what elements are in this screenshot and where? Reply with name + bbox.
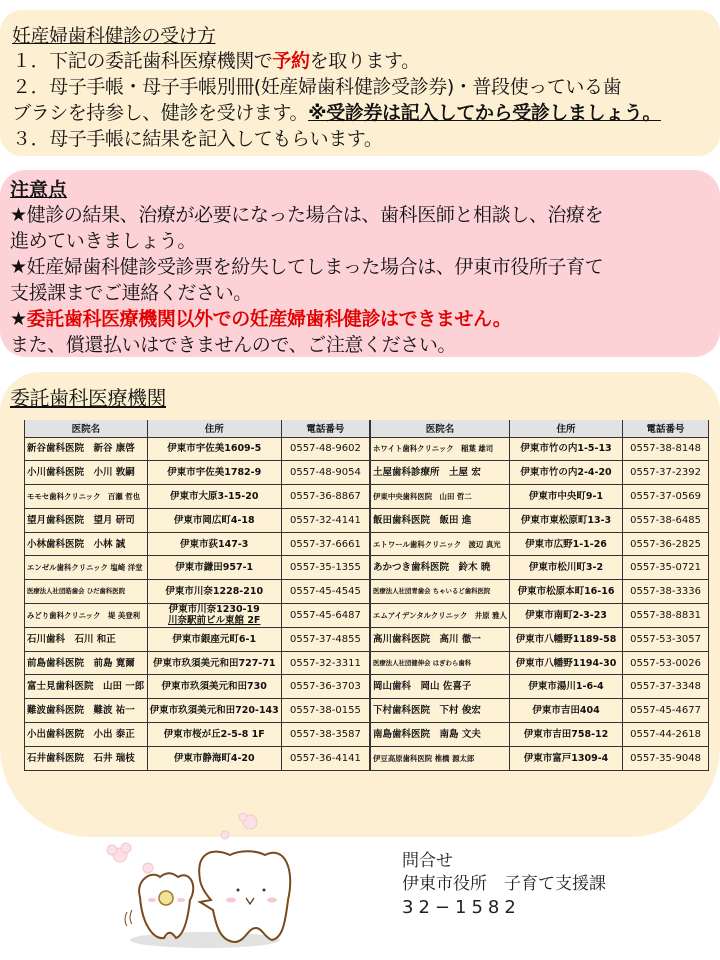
- clinic-tel: 0557-35-0721: [630, 562, 701, 574]
- table-row: [25, 651, 709, 675]
- clinic-name-cell: [25, 651, 148, 675]
- step-1: [12, 48, 720, 74]
- clinic-addr-cell: [147, 461, 281, 485]
- cautions-section: [0, 170, 720, 357]
- clinic-addr-cell: [509, 627, 622, 651]
- clinic-addr: 伊東市鎌田957-1: [175, 562, 254, 574]
- clinic-name: 前島歯科医院 前島 寛爾: [27, 657, 135, 669]
- clinic-name: ホワイト歯科クリニック 稲葉 雄司: [373, 444, 494, 454]
- clinic-addr-cell: [147, 485, 281, 509]
- clinic-tel: 0557-37-0569: [630, 490, 701, 502]
- clinic-addr-cell: [147, 604, 281, 628]
- clinic-addr: 伊東市八幡野1189-58: [515, 633, 617, 645]
- clinic-name: エトワール歯科クリニック 渡辺 真光: [373, 539, 501, 549]
- clinic-addr-cell: [509, 699, 622, 723]
- clinic-addr: 伊東市静海町4-20: [173, 752, 255, 764]
- table-row: [25, 461, 709, 485]
- clinic-tel-cell: [623, 604, 709, 628]
- clinic-addr-cell: [147, 675, 281, 699]
- table-row: [25, 746, 709, 770]
- clinic-addr-cell: [147, 651, 281, 675]
- clinic-addr: 伊東市荻147-3: [180, 538, 249, 550]
- clinic-name: 医療法人社団健伸会 はぎわら歯科: [373, 658, 472, 667]
- clinic-addr: 伊東市大原3-15-20: [170, 490, 259, 502]
- clinic-name-cell: [370, 699, 509, 723]
- clinic-addr-cell: [509, 556, 622, 580]
- teeth-illustration: [80, 800, 340, 950]
- clinic-name-cell: [370, 723, 509, 747]
- step-2-line-2: [12, 100, 720, 126]
- clinic-name-cell: [370, 485, 509, 509]
- clinic-tel-cell: [623, 723, 709, 747]
- clinic-tel-cell: [281, 461, 370, 485]
- clinic-tel: 0557-45-4545: [289, 586, 361, 598]
- clinic-addr: 伊東市宇佐美1609-5: [167, 443, 262, 455]
- table-row: [25, 699, 709, 723]
- clinic-name: 小川歯科医院 小川 敦嗣: [27, 467, 135, 479]
- clinic-tel-cell: [623, 746, 709, 770]
- step-2-line-1: ２．母子手帳・母子手帳別冊(妊産婦歯科健診受診券)・普段使っている歯: [12, 76, 622, 98]
- col-header-address: 住所: [147, 420, 281, 437]
- clinic-addr-cell: [509, 485, 622, 509]
- clinic-name: エムアイデンタルクリニック 井原 雅人: [373, 610, 507, 620]
- caution-line-6: また、償還払いはできませんので、ご注意ください。: [10, 334, 457, 356]
- clinic-addr: 伊東市玖須美元和田727-71: [152, 657, 276, 669]
- clinic-tel-cell: [281, 651, 370, 675]
- table-row: [25, 580, 709, 604]
- caution-warning: 委託歯科医療機関以外での妊産婦歯科健診はできません。: [26, 308, 512, 330]
- clinics-title: 委託歯科医療機関: [10, 386, 166, 410]
- clinic-addr: 伊東市中央町9-1: [528, 490, 604, 502]
- clinic-name-cell: [25, 627, 148, 651]
- clinic-name: 小林歯科医院 小林 誠: [27, 538, 126, 550]
- clinic-tel: 0557-37-2392: [630, 467, 701, 479]
- clinic-addr: 伊東市富戸1309-4: [523, 752, 609, 764]
- clinic-tel: 0557-32-4141: [289, 514, 361, 526]
- clinic-addr-cell: [509, 675, 622, 699]
- clinic-tel-cell: [281, 675, 370, 699]
- clinic-tel-cell: [281, 604, 370, 628]
- clinic-addr-cell: [147, 508, 281, 532]
- clinic-tel-cell: [281, 508, 370, 532]
- clinic-addr: 伊東市広野1-1-26: [525, 538, 607, 550]
- clinic-addr-cell: [509, 651, 622, 675]
- clinic-addr-cell: [509, 723, 622, 747]
- clinic-tel: 0557-35-1355: [289, 562, 361, 574]
- clinic-addr-cell: [147, 627, 281, 651]
- clinic-tel: 0557-53-3057: [630, 633, 701, 645]
- clinic-addr: 伊東市銀座元町6-1: [172, 633, 257, 645]
- clinic-tel-cell: [281, 580, 370, 604]
- clinic-tel: 0557-48-9602: [289, 443, 361, 455]
- clinic-name-cell: [370, 508, 509, 532]
- clinic-name-cell: [370, 437, 509, 461]
- clinic-addr: 伊東市川奈1228-210: [165, 586, 264, 598]
- step-1-text-end: を取ります。: [309, 50, 420, 72]
- step-1-highlight: 予約: [272, 50, 310, 72]
- table-row: [25, 627, 709, 651]
- clinic-tel: 0557-37-3348: [630, 681, 701, 693]
- clinic-addr: 伊東市松原本町16-16: [517, 586, 615, 598]
- clinic-name-cell: [370, 675, 509, 699]
- step-2-note: ※受診券は記入してから受診しましょう。: [308, 102, 661, 124]
- clinic-tel-cell: [623, 508, 709, 532]
- table-row: [25, 508, 709, 532]
- clinic-addr: 伊東市玖須美元和田730: [161, 681, 267, 693]
- star-icon: ★: [10, 308, 27, 330]
- clinic-name: エンゼル歯科クリニック 塩崎 洋堂: [27, 563, 143, 573]
- col-header-phone: 電話番号: [281, 420, 370, 437]
- clinic-tel: 0557-36-2825: [630, 538, 701, 550]
- clinic-name-cell: [25, 604, 148, 628]
- contact-label: 問合せ: [402, 851, 453, 871]
- clinic-name-cell: [370, 532, 509, 556]
- clinic-tel-cell: [281, 437, 370, 461]
- clinic-tel-cell: [623, 556, 709, 580]
- clinic-name-cell: [25, 723, 148, 747]
- clinic-tel: 0557-44-2618: [630, 728, 701, 740]
- clinic-tel: 0557-35-9048: [630, 752, 701, 764]
- clinic-tel-cell: [623, 675, 709, 699]
- clinic-addr-cell: [509, 580, 622, 604]
- clinic-tel: 0557-36-8867: [289, 490, 361, 502]
- clinic-name-cell: [25, 580, 148, 604]
- table-row: [25, 532, 709, 556]
- col-header-name: 医院名: [25, 420, 148, 437]
- clinic-tel-cell: [281, 556, 370, 580]
- contact-office: 伊東市役所 子育て支援課: [402, 874, 606, 894]
- clinic-addr-cell: [147, 580, 281, 604]
- clinic-tel-cell: [281, 485, 370, 509]
- clinic-name: 新谷歯科医院 新谷 康啓: [27, 443, 135, 455]
- caution-line-2: 進めていきましょう。: [10, 230, 197, 252]
- clinic-tel: 0557-36-4141: [289, 752, 361, 764]
- clinic-name: 難波歯科医院 難波 祐一: [27, 705, 135, 717]
- clinic-tel-cell: [281, 627, 370, 651]
- clinic-addr-cell: [147, 699, 281, 723]
- clinic-addr-cell: [147, 723, 281, 747]
- clinic-name: 伊東中央歯科医院 山田 哲二: [373, 491, 472, 501]
- clinic-addr-cell: [509, 746, 622, 770]
- clinic-name: 高川歯科医院 高川 徹一: [373, 633, 481, 645]
- table-row: [25, 675, 709, 699]
- clinic-name-cell: [25, 746, 148, 770]
- clinic-tel-cell: [623, 461, 709, 485]
- cautions-title: 注意点: [10, 179, 68, 201]
- clinic-tel-cell: [623, 485, 709, 509]
- clinic-addr: 伊東市川奈1230-19: [168, 604, 260, 616]
- col-header-name: 医院名: [370, 420, 509, 437]
- clinic-addr: 伊東市南町2-3-23: [525, 609, 607, 621]
- clinic-addr: 伊東市吉田758-12: [523, 728, 609, 740]
- step-1-text: １．下記の委託歯科医療機関で: [12, 50, 273, 72]
- clinic-name: 石川歯科 石川 和正: [27, 633, 116, 645]
- clinic-name-cell: [370, 556, 509, 580]
- clinic-name-cell: [370, 627, 509, 651]
- clinic-tel: 0557-38-3587: [289, 728, 361, 740]
- table-header-row: [25, 420, 709, 437]
- clinic-name: 小出歯科医院 小出 泰正: [27, 728, 135, 740]
- clinic-tel: 0557-38-6485: [630, 514, 701, 526]
- clinic-name: 土屋歯科診療所 土屋 宏: [373, 467, 481, 479]
- step-2-text: ブラシを持参し、健診を受けます。: [12, 102, 309, 124]
- clinic-name: 下村歯科医院 下村 俊宏: [373, 705, 481, 717]
- caution-line-1: ★健診の結果、治療が必要になった場合は、歯科医師と相談し、治療を: [10, 204, 604, 226]
- clinic-name: モモセ歯科クリニック 百瀬 哲也: [27, 491, 140, 501]
- clinic-addr-line-2: 川奈駅前ビル東館 2F: [168, 615, 261, 627]
- clinic-tel-cell: [281, 723, 370, 747]
- clinic-addr-cell: [147, 532, 281, 556]
- clinic-tel: 0557-32-3311: [289, 657, 361, 669]
- clinic-tel: 0557-36-3703: [289, 681, 361, 693]
- col-header-phone: 電話番号: [623, 420, 709, 437]
- clinics-table: [24, 420, 709, 771]
- clinic-name: 医療法人社団青歯会 ちゃいるど歯科医院: [373, 587, 491, 596]
- clinic-name: 医療法人社団皓歯会 ひだ歯科医院: [27, 587, 126, 596]
- clinic-name: 富士見歯科医院 山田 一郎: [27, 681, 145, 693]
- step-3: ３．母子手帳に結果を記入してもらいます。: [12, 128, 383, 150]
- clinic-name-cell: [25, 532, 148, 556]
- clinic-addr: 伊東市八幡野1194-30: [515, 657, 617, 669]
- caution-line-3: ★妊産婦歯科健診受診票を紛失してしまった場合は、伊東市役所子育て: [10, 256, 604, 278]
- clinic-name-cell: [370, 461, 509, 485]
- clinic-addr: 伊東市竹の内1-5-13: [520, 443, 612, 455]
- clinic-addr-cell: [509, 604, 622, 628]
- clinic-tel: 0557-37-6661: [289, 538, 361, 550]
- clinic-name: 石井歯科医院 石井 瑞枝: [27, 752, 135, 764]
- clinic-addr: 伊東市吉田404: [532, 705, 600, 717]
- clinic-tel: 0557-38-8831: [630, 609, 701, 621]
- clinic-addr: 伊東市桜が丘2-5-8 1F: [163, 728, 265, 740]
- clinic-tel: 0557-45-4677: [630, 705, 701, 717]
- table-row: [25, 485, 709, 509]
- clinic-name: あかつき歯科医院 鈴木 暁: [373, 562, 491, 574]
- clinic-name-cell: [370, 580, 509, 604]
- clinic-addr-cell: [147, 437, 281, 461]
- clinic-tel: 0557-45-6487: [289, 609, 361, 621]
- clinic-name-cell: [25, 437, 148, 461]
- clinic-addr-cell: [509, 461, 622, 485]
- clinic-name: みどり歯科クリニック 堤 美登利: [27, 610, 140, 620]
- clinic-tel-cell: [281, 699, 370, 723]
- table-row: [25, 437, 709, 461]
- clinic-addr: 伊東市湯川1-6-4: [528, 681, 604, 693]
- clinic-tel-cell: [623, 437, 709, 461]
- clinic-name-cell: [370, 651, 509, 675]
- contact-info: [402, 850, 606, 919]
- clinic-addr: 伊東市宇佐美1782-9: [167, 467, 262, 479]
- table-row: [25, 723, 709, 747]
- clinic-addr-cell: [509, 532, 622, 556]
- clinic-tel: 0557-38-8148: [630, 443, 701, 455]
- clinic-tel-cell: [281, 532, 370, 556]
- col-header-address: 住所: [509, 420, 622, 437]
- clinic-tel-cell: [623, 580, 709, 604]
- clinic-addr-cell: [147, 556, 281, 580]
- clinic-name-cell: [25, 556, 148, 580]
- clinic-name-cell: [370, 604, 509, 628]
- clinic-addr: 伊東市松川町3-2: [528, 562, 604, 574]
- caution-line-5: [10, 306, 720, 332]
- clinic-name: 飯田歯科医院 飯田 進: [373, 514, 472, 526]
- contact-phone: 32−1582: [402, 897, 521, 918]
- clinic-tel-cell: [623, 699, 709, 723]
- teeth-characters-icon: [80, 800, 340, 950]
- clinic-addr: 伊東市玖須美元和田720-143: [149, 705, 279, 717]
- clinic-addr-cell: [509, 508, 622, 532]
- clinic-tel-cell: [623, 627, 709, 651]
- how-to-section: [0, 10, 720, 156]
- clinic-name: 望月歯科医院 望月 研司: [27, 514, 135, 526]
- clinic-name: 岡山歯科 岡山 佐喜子: [373, 681, 472, 693]
- clinic-name-cell: [25, 461, 148, 485]
- clinic-addr-cell: [147, 746, 281, 770]
- clinic-name-cell: [25, 485, 148, 509]
- clinic-addr-cell: [509, 437, 622, 461]
- clinic-name-cell: [25, 508, 148, 532]
- clinic-addr: 伊東市竹の内2-4-20: [520, 467, 612, 479]
- clinic-name: 伊豆高原歯科医院 椎橋 源太郎: [373, 753, 475, 763]
- clinic-name-cell: [370, 746, 509, 770]
- clinic-tel-cell: [623, 532, 709, 556]
- clinic-tel: 0557-37-4855: [289, 633, 361, 645]
- table-row: [25, 604, 709, 628]
- clinic-tel: 0557-48-9054: [289, 467, 361, 479]
- caution-line-4: 支援課までご連絡ください。: [10, 282, 252, 304]
- clinic-tel: 0557-53-0026: [630, 657, 701, 669]
- clinic-tel-cell: [623, 651, 709, 675]
- clinic-tel-cell: [281, 746, 370, 770]
- clinic-addr: 伊東市岡広町4-18: [173, 514, 255, 526]
- how-to-title: 妊産婦歯科健診の受け方: [12, 25, 216, 47]
- clinic-tel: 0557-38-0155: [289, 705, 361, 717]
- table-row: [25, 556, 709, 580]
- clinic-name-cell: [25, 675, 148, 699]
- clinic-name-cell: [25, 699, 148, 723]
- clinic-name: 南島歯科医院 南島 文夫: [373, 728, 481, 740]
- clinic-addr: 伊東市東松原町13-3: [520, 514, 612, 526]
- clinic-tel: 0557-38-3336: [630, 586, 701, 598]
